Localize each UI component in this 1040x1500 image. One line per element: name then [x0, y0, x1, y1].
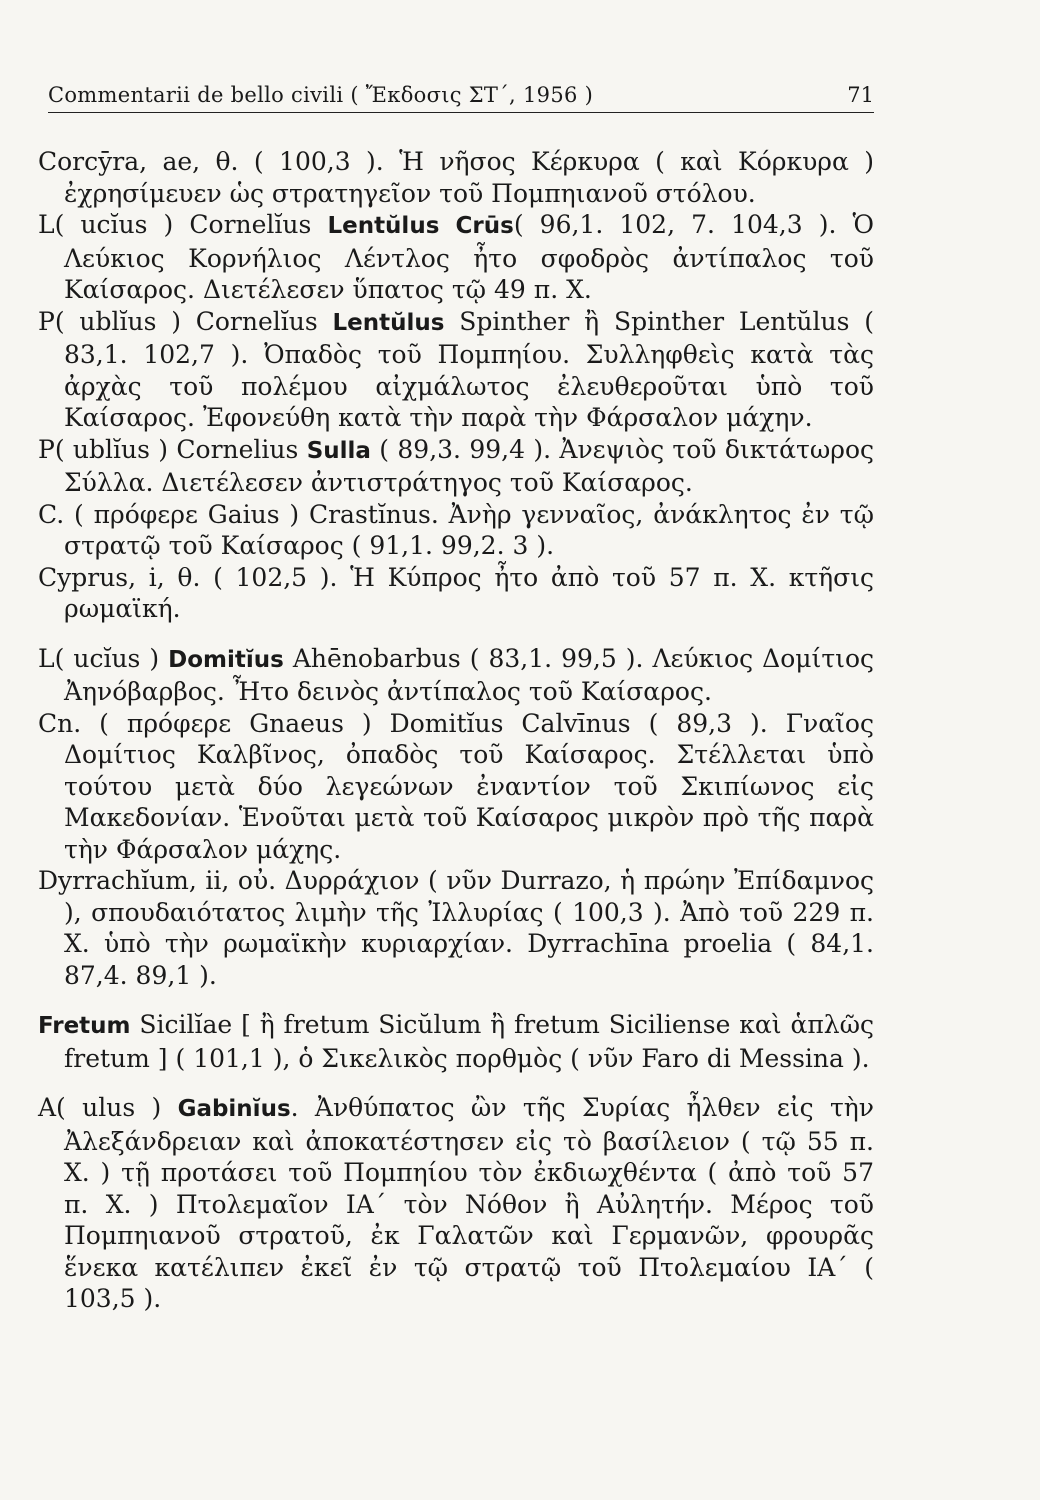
entry-cyprus: Cyprus, i, θ. ( 102,5 ). Ἡ Κύπρος ἦτο ἀπὸ τοῦ 57 π. Χ. κτῆσις ρωμαϊκή. — [38, 562, 874, 623]
entry-lentulus-crus: L( ucĭus ) Cornelĭus Lentŭlus Crūs( 96,1. 102, 7. 104,3 ). Ὁ Λεύκιος Κορνήλιος Λέντλος ἦτο σφοδρὸς ἀντίπαλος τοῦ Καίσαρος. Διετέλεσεν ὕπατος τῷ 49 π. Χ. — [38, 210, 874, 304]
entry-gabinius: A( ulus ) Gabinĭus. Ἀνθύπατος ὢν τῆς Συρίας ἦλθεν εἰς τὴν Ἀλεξάνδρειαν καὶ ἀποκατέστησεν εἰς τὸ βασίλειον ( τῷ 55 π. Χ. ) τῇ προτάσει τοῦ Πομπηίου τὸν ἐκδιωχθέντα ( ἀπὸ τοῦ 57 π. Χ. ) Πτολεμαῖον ΙΑ΄ τὸν Νόθον ἢ Αὐλητήν. Μέρος τοῦ Πομπηιανοῦ στρατοῦ, ἐκ Γαλατῶν καὶ Γερμανῶν, φρουρᾶς ἕνεκα κατέλιπεν ἐκεῖ ἐν τῷ στρατῷ τοῦ Πτολεμαίου ΙΑ΄ ( 103,5 ). — [38, 1093, 874, 1313]
headword: Domitĭus — [168, 646, 284, 673]
section-gap — [38, 625, 874, 643]
section-gap — [38, 1074, 874, 1092]
running-header — [48, 80, 874, 113]
entry-crastinus: C. ( πρόφερε Gaius ) Crastĭnus. Ἀνὴρ γενναῖος, ἀνάκλητος ἐν τῷ στρατῷ τοῦ Καίσαρος ( 91,1. 99,2. 3 ). — [38, 499, 874, 560]
headword: Gabinĭus — [177, 1096, 291, 1122]
header-title: Commentarii de bello civili ( Ἔκδοσις ΣΤ΄, 1956 ) — [48, 83, 594, 107]
headword: Lentŭlus — [332, 309, 445, 336]
entry-corcyra: Corcȳra, ae, θ. ( 100,3 ). Ἡ νῆσος Κέρκυρα ( καὶ Κόρκυρα ) ἐχρησίμευεν ὡς στρατηγεῖον τοῦ Πομπηιανοῦ στόλου. — [38, 147, 874, 208]
entry-fretum: Fretum Sicilĭae [ ἢ fretum Sicŭlum ἢ fretum Siciliense καὶ ἁπλῶς fretum ] ( 101,1 ), ὁ Σικελικὸς πορθμὸς ( νῦν Faro di Messina ). — [38, 1010, 874, 1073]
headword: Sulla — [306, 437, 371, 464]
entry-domitius-ahenobarbus: L( ucĭus ) Domitĭus Ahēnobarbus ( 83,1. 99,5 ). Λεύκιος Δομίτιος Ἀηνόβαρβος. Ἦτο δεινὸς ἀντίπαλος τοῦ Καίσαρος. — [38, 643, 875, 706]
entry-dyrrachium: Dyrrachĭum, ii, οὐ. Δυρράχιον ( νῦν Durrazo, ἡ πρώην Ἐπίδαμνος ), σπουδαιότατος λιμὴν τῆς Ἰλλυρίας ( 100,3 ). Ἀπὸ τοῦ 229 π. Χ. ὑπὸ τὴν ρωμαϊκὴν κυριαρχίαν. Dyrrachīna proelia ( 84,1. 87,4. 89,1 ). — [38, 866, 874, 990]
section-gap — [38, 991, 874, 1009]
headword: Lentŭlus Crūs — [327, 213, 514, 239]
glossary-entries — [38, 146, 874, 1315]
entry-sulla: P( ublĭus ) Cornelius Sulla ( 89,3. 99,4 ). Ἀνεψιὸς τοῦ δικτάτωρος Σύλλα. Διετέλεσεν ἀντιστράτηγος τοῦ Καίσαρος. — [38, 434, 874, 497]
page-number: 71 — [847, 83, 874, 107]
headword: Fretum — [38, 1013, 131, 1039]
entry-lentulus-spinther: P( ublĭus ) Cornelĭus Lentŭlus Spinther ἢ Spinther Lentŭlus ( 83,1. 102,7 ). Ὀπαδὸς τοῦ Πομπηίου. Συλληφθεὶς κατὰ τὰς ἀρχὰς τοῦ πολέμου αἰχμάλωτος ἐλευθεροῦται ὑπὸ τοῦ Καίσαρος. Ἐφονεύθη κατὰ τὴν παρὰ τὴν Φάρσαλον μάχην. — [38, 306, 874, 432]
entry-domitius-calvinus: Cn. ( πρόφερε Gnaeus ) Domitĭus Calvīnus ( 89,3 ). Γναῖος Δομίτιος Καλβῖνος, ὀπαδὸς τοῦ Καίσαρος. Στέλλεται ὑπὸ τούτου μετὰ δύο λεγεώνων ἐναντίον τοῦ Σκιπίωνος εἰς Μακεδονίαν. Ἑνοῦται μετὰ τοῦ Καίσαρος μικρὸν πρὸ τῆς παρὰ τὴν Φάρσαλον μάχης. — [38, 708, 874, 864]
